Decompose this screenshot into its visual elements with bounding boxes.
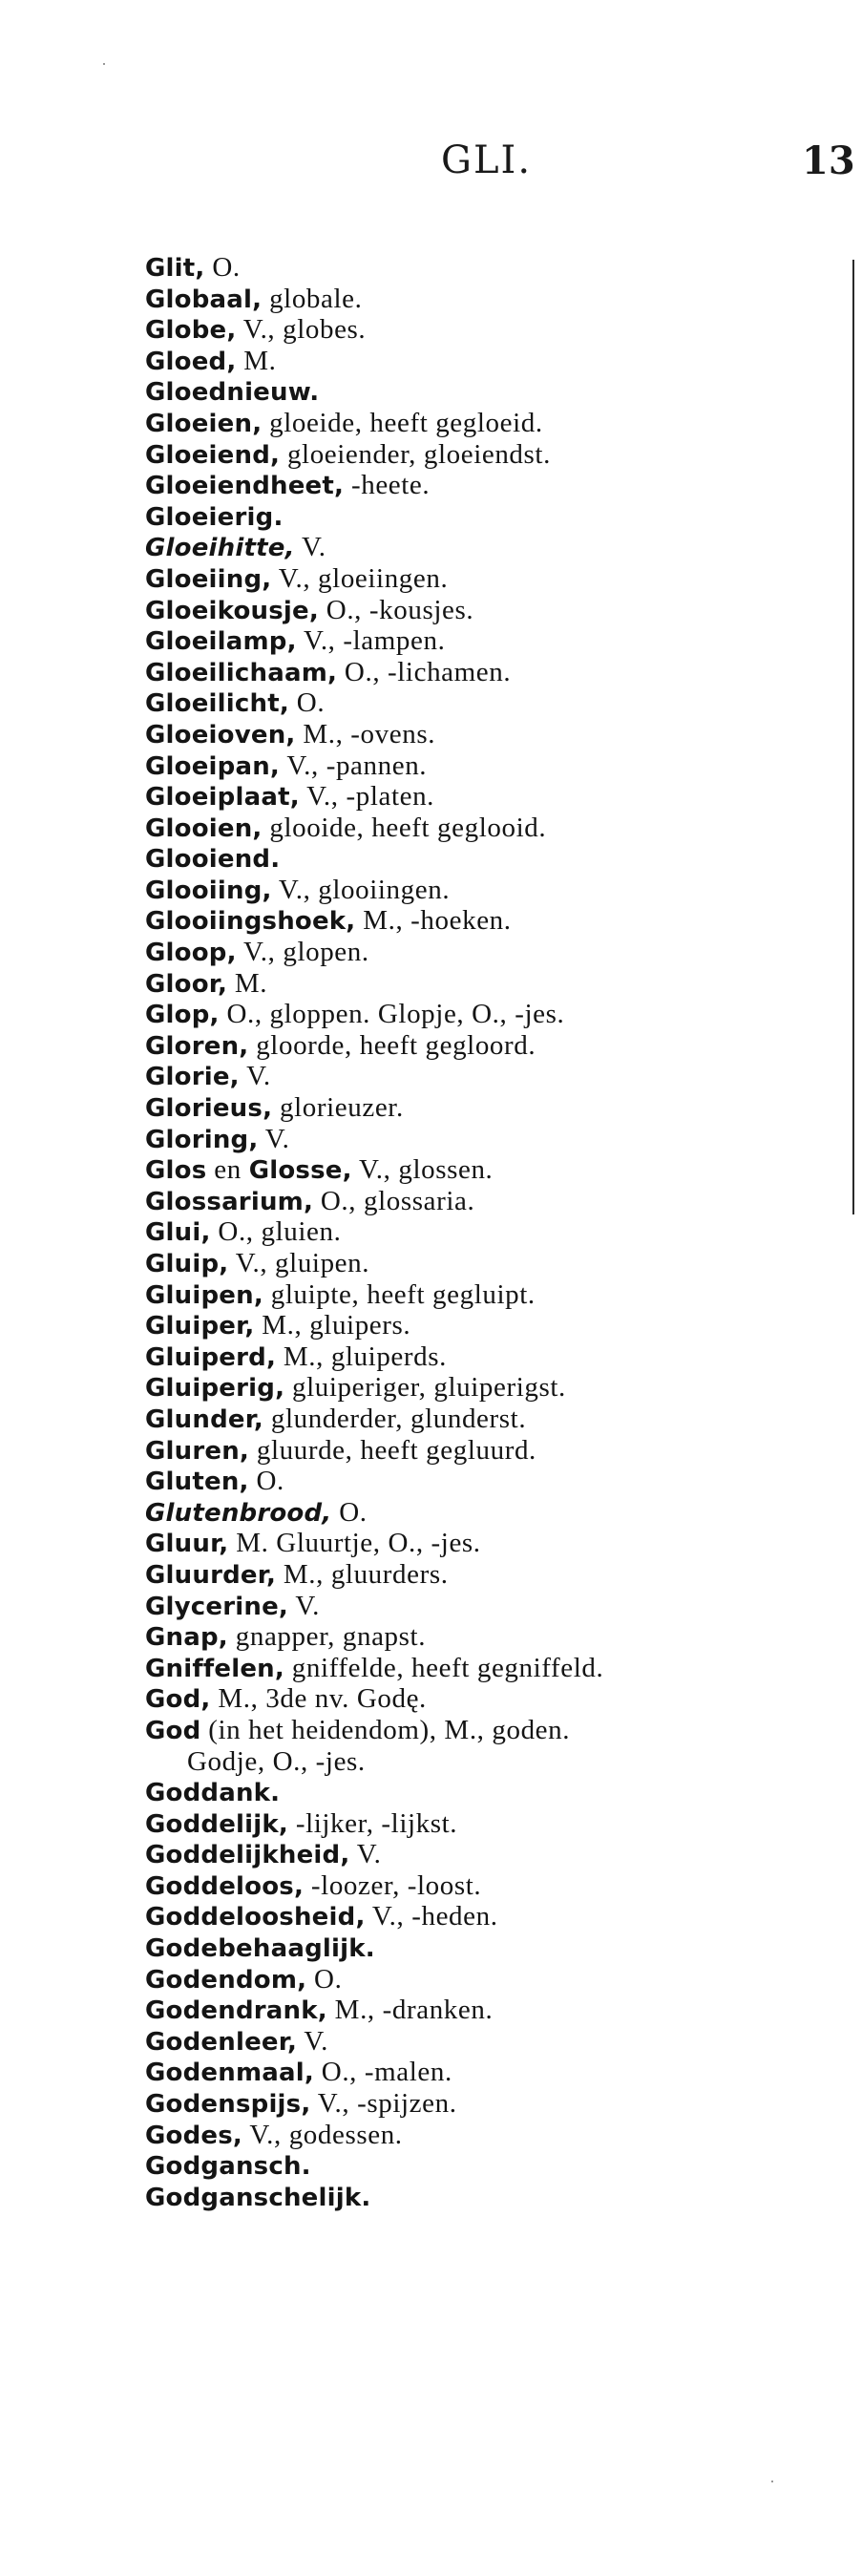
- entry-headword: Gluip,: [145, 1250, 229, 1278]
- entry-text: gluipte, heeft gegluipt.: [263, 1278, 536, 1310]
- dictionary-entry: [145, 1964, 847, 1995]
- dictionary-entry: [145, 2088, 847, 2120]
- dictionary-entry: [145, 719, 847, 750]
- entry-headword: Glooiend.: [145, 845, 281, 875]
- entry-headword: Godes,: [145, 2121, 243, 2150]
- entry-headword: Gloeilicht,: [145, 689, 289, 719]
- dictionary-entry: [145, 1653, 847, 1684]
- dictionary-entry: [145, 813, 847, 844]
- dictionary-entry: [145, 1995, 847, 2026]
- dictionary-entry: [145, 999, 847, 1030]
- dictionary-entry: [145, 1061, 847, 1092]
- entry-headword: Gloed,: [145, 347, 237, 376]
- entry-headword: Gloeiing,: [145, 564, 272, 594]
- entry-headword: Gluiperig,: [145, 1374, 285, 1404]
- entry-headword: Gnap,: [145, 1623, 228, 1653]
- entry-text: V., -platen.: [299, 781, 435, 813]
- dictionary-entry: [145, 346, 847, 377]
- entry-text: V.: [258, 1123, 290, 1154]
- entry-text: V., godessen.: [242, 2119, 403, 2150]
- entry-headword: Gluten,: [145, 1467, 249, 1497]
- entry-headword: Gloeioven,: [145, 720, 296, 750]
- entry-text: O., -malen.: [313, 2057, 452, 2088]
- dictionary-entry: [145, 875, 847, 906]
- entry-text: M. Gluurtje, O., -jes.: [228, 1528, 481, 1559]
- entry-text: O., gloppen. Glopje, O., -jes.: [219, 999, 565, 1030]
- dictionary-entry: [145, 2057, 847, 2088]
- entry-headword: Gloeien,: [145, 409, 263, 438]
- entry-headword: Gloop,: [145, 939, 237, 968]
- dictionary-entry: [145, 1932, 847, 1964]
- entry-headword: Godendom,: [145, 1965, 307, 1995]
- dictionary-entry: [145, 1092, 847, 1124]
- entry-text: M., gluurders.: [276, 1558, 449, 1590]
- entry-text: V., -pannen.: [280, 750, 428, 781]
- running-head: GLI.: [441, 138, 533, 182]
- entry-text: V., glooiingen.: [271, 874, 451, 905]
- entry-headword: Gluurder,: [145, 1560, 277, 1590]
- dictionary-entry: [145, 2182, 847, 2213]
- entry-headword: Goddeloosheid,: [145, 1903, 366, 1932]
- entry-headword: Godenleer,: [145, 2027, 298, 2057]
- dictionary-entry: [145, 657, 847, 688]
- entry-text: gniffelde, heeft gegniffeld.: [284, 1652, 604, 1683]
- dictionary-entry: [145, 1124, 847, 1155]
- entry-text: V., globes.: [236, 314, 367, 346]
- entry-text: V.: [239, 1061, 271, 1092]
- dictionary-entry: [145, 284, 847, 315]
- dictionary-entry: [145, 1372, 847, 1404]
- entry-text: glooide, heeft geglooid.: [262, 812, 547, 843]
- entry-text: V., -heden.: [365, 1901, 498, 1932]
- print-speck: [771, 2481, 773, 2482]
- entry-headword: Gloeilamp,: [145, 627, 297, 657]
- dictionary-entry: [145, 376, 847, 408]
- entry-headword: Gloeiendheet,: [145, 472, 345, 501]
- entry-text: M., -hoeken.: [355, 905, 512, 937]
- entry-text: -loozer, -loost.: [304, 1869, 482, 1901]
- entry-headword: Godenmaal,: [145, 2059, 314, 2088]
- entry-text: en: [206, 1154, 249, 1186]
- dictionary-entry: [145, 1404, 847, 1435]
- dictionary-entry: [145, 968, 847, 1000]
- entry-text: O., gluien.: [210, 1216, 342, 1248]
- entry-text: O., -kousjes.: [318, 594, 474, 625]
- dictionary-entry: [145, 595, 847, 626]
- entry-text: glunderder, glunderst.: [263, 1403, 527, 1434]
- dictionary-entry: [145, 1621, 847, 1653]
- entry-headword: Goddelijk,: [145, 1809, 288, 1839]
- entry-text: M.: [227, 967, 268, 999]
- entry-text: -heete.: [344, 470, 431, 501]
- entry-text: O., glossaria.: [313, 1185, 475, 1216]
- entry-text: V., -spijzen.: [310, 2088, 457, 2120]
- entry-text: V., -lampen.: [296, 625, 446, 657]
- entry-headword: Gloeiend,: [145, 440, 281, 470]
- dictionary-entry: [145, 1030, 847, 1062]
- dictionary-entry: [145, 1559, 847, 1591]
- entry-headword: Goddeloos,: [145, 1871, 305, 1901]
- dictionary-entry: [145, 1777, 847, 1808]
- page-number: 13: [802, 138, 855, 183]
- entry-headword: Glunder,: [145, 1404, 263, 1434]
- dictionary-entry: [145, 1216, 847, 1248]
- column-rule: [852, 260, 854, 1214]
- entry-headword: Gloeierig.: [145, 502, 284, 532]
- entry-headword: Glosse,: [248, 1156, 352, 1186]
- entry-text: gloeiender, gloeiendst.: [280, 438, 551, 470]
- entry-text: V., gloeiingen.: [271, 562, 449, 594]
- entry-headword: Gluren,: [145, 1436, 250, 1466]
- entry-headword: Glutenbrood,: [145, 1498, 332, 1528]
- entry-text: M., gluipers.: [254, 1310, 411, 1341]
- entry-headword: Glossarium,: [145, 1187, 314, 1216]
- dictionary-entry: [145, 1528, 847, 1559]
- entry-headword: Gloeilichaam,: [145, 658, 338, 687]
- entry-headword: Godebehaaglijk.: [145, 1934, 375, 1964]
- entry-text: O.: [331, 1496, 368, 1528]
- dictionary-entry: [145, 1839, 847, 1870]
- entry-headword: Godgansch.: [145, 2152, 311, 2182]
- entry-headword: Glui,: [145, 1218, 211, 1248]
- dictionary-entry: [145, 563, 847, 595]
- dictionary-entry: [145, 1466, 847, 1497]
- dictionary-entry: [145, 1154, 847, 1186]
- entry-headword: Glop,: [145, 1001, 220, 1030]
- dictionary-entry: [145, 501, 847, 533]
- entry-headword: Gniffelen,: [145, 1654, 284, 1683]
- entry-headword: Globe,: [145, 316, 237, 346]
- dictionary-entry: [145, 1248, 847, 1279]
- entry-text: gluurde, heeft gegluurd.: [249, 1434, 536, 1466]
- entry-headword: Glorie,: [145, 1063, 240, 1092]
- dictionary-entry: [145, 1901, 847, 1932]
- entry-text: gloorde, heeft gegloord.: [248, 1029, 536, 1061]
- dictionary-entry: [145, 625, 847, 657]
- entry-headword: Gluiperd,: [145, 1342, 277, 1372]
- entry-text: M., 3de nv. Godę.: [210, 1683, 427, 1715]
- entry-text: M., -dranken.: [326, 1995, 494, 2026]
- entry-text: V.: [349, 1839, 382, 1870]
- entry-headword: Gluur,: [145, 1530, 229, 1559]
- entry-text: M., -ovens.: [295, 718, 436, 750]
- entry-headword: Gloren,: [145, 1031, 249, 1061]
- dictionary-entry: [145, 1870, 847, 1902]
- entry-headword: Godendrank,: [145, 1996, 327, 2026]
- dictionary-entry: [145, 1683, 847, 1715]
- dictionary-entry: [145, 2120, 847, 2151]
- entry-headword: Glos: [145, 1156, 207, 1186]
- dictionary-entry: [145, 1435, 847, 1467]
- dictionary-entry: [145, 687, 847, 719]
- entry-continuation: [145, 1746, 847, 1778]
- entry-text: M., gluiperds.: [276, 1341, 447, 1372]
- dictionary-entry: [145, 439, 847, 471]
- dictionary-entry: [145, 1497, 847, 1529]
- dictionary-entry: [145, 408, 847, 439]
- dictionary-entry: [145, 470, 847, 501]
- entry-headword: Godganschelijk.: [145, 2183, 371, 2212]
- print-speck: [103, 63, 105, 65]
- entry-text: V.: [288, 1590, 320, 1621]
- dictionary-entry: [145, 1186, 847, 1217]
- dictionary-entry: [145, 1341, 847, 1373]
- entry-text: -lijker, -lijkst.: [287, 1807, 458, 1839]
- dictionary-entry: [145, 1279, 847, 1311]
- entry-text: glorieuzer.: [272, 1092, 404, 1124]
- dictionary-entry: [145, 532, 847, 563]
- entry-text: V.: [294, 532, 326, 563]
- entry-text: M.: [236, 345, 277, 376]
- entry-headword: Gloeikousje,: [145, 596, 319, 625]
- dictionary-entry: [145, 1715, 847, 1746]
- entry-text: V., glossen.: [351, 1154, 494, 1186]
- entry-headword: Goddelijkheid,: [145, 1841, 350, 1870]
- entry-headword: Glorieus,: [145, 1094, 273, 1124]
- entry-headword: Glooiing,: [145, 876, 272, 905]
- entry-headword: Gloring,: [145, 1125, 259, 1154]
- entry-headword: Gloor,: [145, 969, 228, 999]
- entry-text: V., gluipen.: [228, 1248, 370, 1278]
- entry-list: [145, 252, 847, 2212]
- dictionary-entry: [145, 843, 847, 875]
- entry-headword: Gloeipan,: [145, 751, 281, 781]
- dictionary-entry: [145, 2026, 847, 2058]
- dictionary-entry: [145, 2150, 847, 2182]
- entry-headword: Globaal,: [145, 285, 263, 314]
- entry-headword: Gloeihitte,: [145, 534, 295, 563]
- dictionary-entry: [145, 1591, 847, 1622]
- entry-text: O.: [306, 1963, 343, 1995]
- entry-headword: Godenspijs,: [145, 2090, 311, 2120]
- entry-text: globale.: [262, 283, 363, 314]
- entry-headword: Gluipen,: [145, 1280, 263, 1310]
- entry-text: O.: [288, 687, 326, 719]
- entry-text: V.: [297, 2025, 328, 2057]
- entry-text: Godje, O., -jes.: [187, 1745, 366, 1777]
- entry-headword: God: [145, 1716, 201, 1745]
- dictionary-entry: [145, 1310, 847, 1341]
- entry-text: gloeide, heeft gegloeid.: [262, 407, 543, 438]
- entry-text: V., glopen.: [236, 937, 369, 968]
- entry-text: gnapper, gnapst.: [227, 1621, 427, 1653]
- dictionary-entry: [145, 750, 847, 782]
- dictionary-entry: [145, 314, 847, 346]
- entry-text: O.: [248, 1466, 284, 1497]
- entry-headword: Goddank.: [145, 1779, 281, 1808]
- entry-headword: God,: [145, 1685, 211, 1715]
- dictionary-entry: [145, 252, 847, 284]
- entry-headword: Glycerine,: [145, 1592, 289, 1621]
- entry-headword: Glooien,: [145, 813, 263, 843]
- entry-text: (in het heidendom), M., goden.: [200, 1714, 571, 1745]
- entry-text: O., -lichamen.: [337, 656, 512, 687]
- entry-headword: Gloednieuw.: [145, 378, 320, 408]
- entry-headword: Gluiper,: [145, 1312, 255, 1341]
- entry-headword: Glooiingshoek,: [145, 907, 356, 937]
- entry-text: gluiperiger, gluiperigst.: [284, 1372, 566, 1404]
- dictionary-entry: [145, 937, 847, 968]
- dictionary-entry: [145, 1808, 847, 1840]
- dictionary-entry: [145, 905, 847, 937]
- entry-text: O.: [204, 252, 241, 283]
- dictionary-entry: [145, 781, 847, 813]
- entry-headword: Gloeiplaat,: [145, 783, 300, 813]
- entry-headword: Glit,: [145, 254, 205, 283]
